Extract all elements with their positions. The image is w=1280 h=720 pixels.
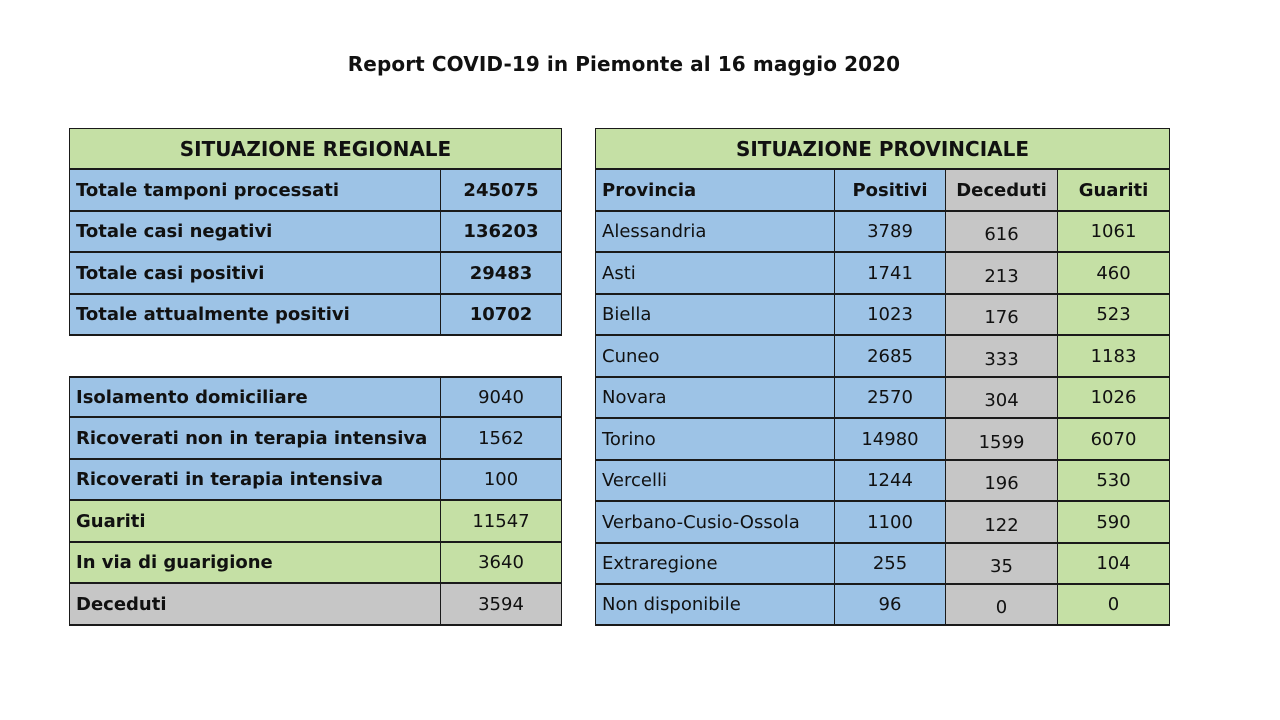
regional-total-label: Totale tamponi processati [69,170,441,212]
province-guariti: 590 [1058,502,1170,544]
regional-detail-label: Deceduti [69,584,441,626]
province-deceduti: 122 [946,502,1058,544]
province-name: Asti [595,253,835,295]
province-guariti: 1061 [1058,212,1170,253]
province-guariti: 460 [1058,253,1170,295]
provincial-header: SITUAZIONE PROVINCIALE [595,128,1170,170]
province-positivi: 2570 [835,378,946,419]
province-name: Vercelli [595,461,835,502]
province-name: Biella [595,295,835,336]
regional-total-label: Totale attualmente positivi [69,295,441,336]
regional-total-value: 10702 [441,295,562,336]
province-name: Extraregione [595,544,835,585]
province-deceduti: 35 [946,544,1058,585]
province-guariti: 104 [1058,544,1170,585]
column-header-provincia: Provincia [595,170,835,212]
province-guariti: 530 [1058,461,1170,502]
province-guariti: 0 [1058,585,1170,626]
province-name: Torino [595,419,835,461]
province-deceduti: 0 [946,585,1058,626]
regional-detail-value: 3594 [441,584,562,626]
regional-total-value: 136203 [441,212,562,253]
province-positivi: 2685 [835,336,946,378]
province-deceduti: 333 [946,336,1058,378]
province-deceduti: 176 [946,295,1058,336]
province-guariti: 6070 [1058,419,1170,461]
province-name: Cuneo [595,336,835,378]
regional-total-value: 245075 [441,170,562,212]
regional-detail-value: 100 [441,460,562,501]
province-deceduti: 616 [946,212,1058,253]
column-header-positivi: Positivi [835,170,946,212]
province-guariti: 523 [1058,295,1170,336]
regional-detail-value: 1562 [441,418,562,460]
regional-detail-value: 9040 [441,376,562,418]
regional-total-value: 29483 [441,253,562,295]
province-name: Alessandria [595,212,835,253]
province-guariti: 1026 [1058,378,1170,419]
province-name: Non disponibile [595,585,835,626]
regional-total-label: Totale casi positivi [69,253,441,295]
province-positivi: 3789 [835,212,946,253]
province-deceduti: 1599 [946,419,1058,461]
regional-detail-label: Isolamento domiciliare [69,376,441,418]
column-header-deceduti: Deceduti [946,170,1058,212]
column-header-guariti: Guariti [1058,170,1170,212]
province-positivi: 255 [835,544,946,585]
regional-detail-label: In via di guarigione [69,543,441,584]
regional-header: SITUAZIONE REGIONALE [69,128,562,170]
regional-detail-label: Ricoverati in terapia intensiva [69,460,441,501]
province-positivi: 14980 [835,419,946,461]
page-title: Report COVID-19 in Piemonte al 16 maggio 2020 [347,52,901,76]
province-name: Novara [595,378,835,419]
province-positivi: 1244 [835,461,946,502]
regional-detail-value: 11547 [441,501,562,543]
province-positivi: 1741 [835,253,946,295]
regional-detail-value: 3640 [441,543,562,584]
province-positivi: 96 [835,585,946,626]
regional-detail-label: Guariti [69,501,441,543]
province-guariti: 1183 [1058,336,1170,378]
province-name: Verbano-Cusio-Ossola [595,502,835,544]
province-deceduti: 304 [946,378,1058,419]
regional-total-label: Totale casi negativi [69,212,441,253]
province-positivi: 1023 [835,295,946,336]
regional-detail-label: Ricoverati non in terapia intensiva [69,418,441,460]
province-deceduti: 213 [946,253,1058,295]
province-deceduti: 196 [946,461,1058,502]
province-positivi: 1100 [835,502,946,544]
